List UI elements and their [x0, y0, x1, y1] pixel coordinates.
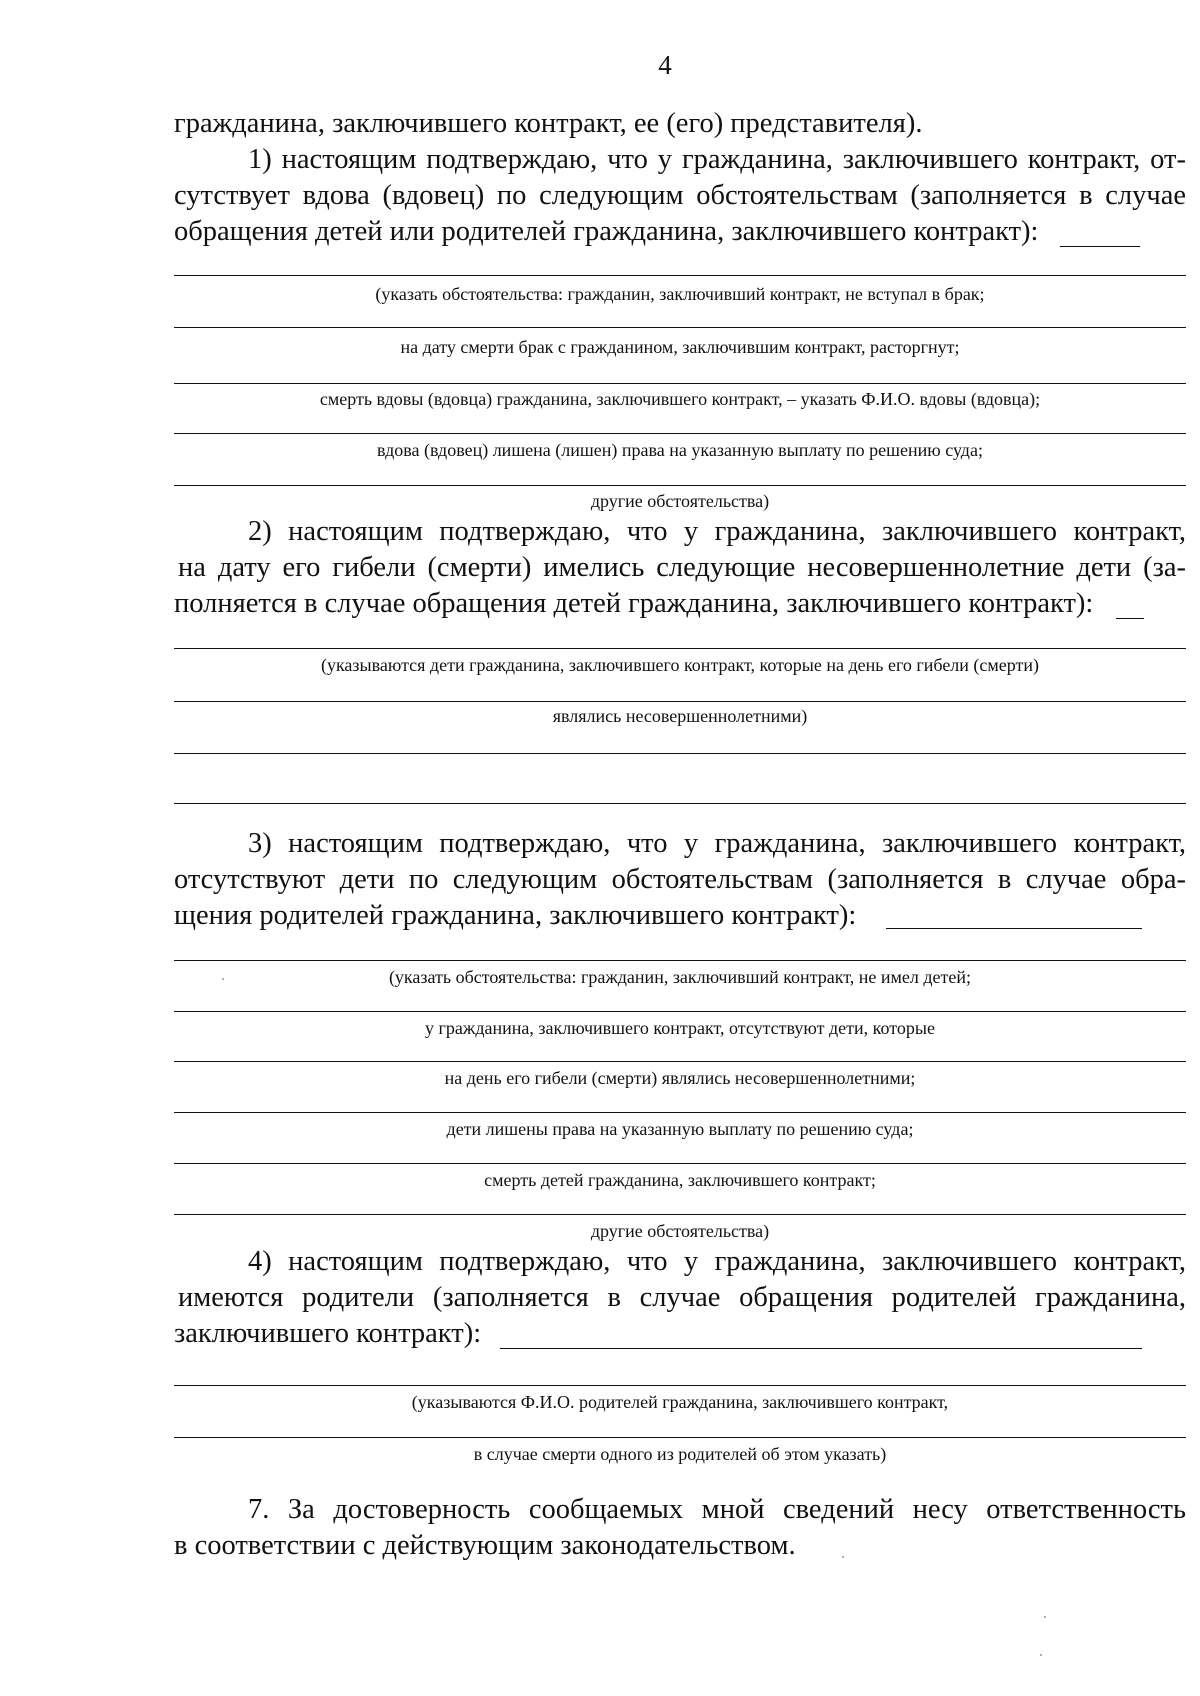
item3-line-3-text: щения родителей гражданина, заключившего контракт):: [174, 900, 857, 931]
scan-speck: [842, 1556, 844, 1558]
item1-hint-2: на дату смерти брак с гражданином, заключившим контракт, расторгнут;: [400, 337, 960, 357]
item1-line-3: [174, 214, 1186, 250]
item3-hint-1: (указать обстоятельства: гражданин, заключивший контракт, не имел детей;: [388, 967, 972, 987]
item2-line-2: на дату его гибели (смерти) имелись следующие несовершеннолетние дети (за-: [178, 552, 1186, 583]
item1-line-2: сутствует вдова (вдовец) по следующим обстоятельствам (заполняется в случае: [174, 180, 1186, 211]
fill-line[interactable]: [174, 485, 1186, 486]
item1-hint-5: другие обстоятельства): [590, 491, 770, 511]
item3-inline-blank[interactable]: [886, 906, 1142, 929]
fill-line[interactable]: [174, 701, 1186, 702]
item4-line-1: 4) настоящим подтверждаю, что у гражданина, заключившего контракт,: [248, 1246, 1186, 1277]
item4-line-3-text: заключившего контракт):: [174, 1318, 482, 1349]
fill-line[interactable]: [174, 1163, 1186, 1164]
item2-line-1: 2) настоящим подтверждаю, что у гражданина, заключившего контракт,: [248, 516, 1186, 547]
item2-hint-2: являлись несовершеннолетними): [552, 706, 808, 726]
item4-hint-2: в случае смерти одного из родителей об этом указать): [473, 1444, 887, 1464]
item2-line-3-text: полняется в случае обращения детей гражданина, заключившего контракт):: [174, 588, 1094, 619]
item3-line-1: 3) настоящим подтверждаю, что у гражданина, заключившего контракт,: [248, 828, 1186, 859]
item2-line-3: [174, 586, 1186, 622]
fill-line[interactable]: [174, 648, 1186, 649]
page-number: 4: [658, 50, 672, 80]
scan-speck: [1040, 1654, 1042, 1656]
item2-inline-blank[interactable]: [1116, 596, 1144, 619]
fill-line[interactable]: [174, 1437, 1186, 1438]
fill-line[interactable]: [174, 960, 1186, 961]
scan-speck: [1044, 1616, 1046, 1618]
item3-hint-3: на день его гибели (смерти) являлись несовершеннолетними;: [444, 1068, 916, 1088]
fill-line[interactable]: [174, 753, 1186, 754]
fill-line[interactable]: [174, 1214, 1186, 1215]
fill-line[interactable]: [174, 383, 1186, 384]
fill-line[interactable]: [174, 275, 1186, 276]
item1-line-3-text: обращения детей или родителей гражданина, заключившего контракт):: [174, 216, 1039, 247]
item1-hint-4: вдова (вдовец) лишена (лишен) права на указанную выплату по решению суда;: [377, 440, 983, 460]
item1-hint-3: смерть вдовы (вдовца) гражданина, заключившего контракт, – указать Ф.И.О. вдовы (вдовца);: [319, 389, 1041, 409]
item4-inline-blank[interactable]: [500, 1326, 1142, 1349]
item7-line-1: 7. За достоверность сообщаемых мной сведений несу ответственность: [248, 1494, 1186, 1525]
fill-line[interactable]: [174, 1385, 1186, 1386]
item1-line-1: 1) настоящим подтверждаю, что у гражданина, заключившего контракт, от-: [248, 144, 1186, 175]
fill-line[interactable]: [174, 327, 1186, 328]
item3-hint-2: у гражданина, заключившего контракт, отсутствуют дети, которые: [425, 1018, 935, 1038]
fill-line[interactable]: [174, 1061, 1186, 1062]
item3-line-2: отсутствуют дети по следующим обстоятельствам (заполняется в случае обра-: [174, 864, 1186, 895]
item4-line-2: имеются родители (заполняется в случае обращения родителей гражданина,: [178, 1282, 1186, 1313]
item1-inline-blank[interactable]: [1060, 224, 1140, 247]
item7-line-2: в соответствии с действующим законодательством.: [174, 1530, 796, 1561]
item1-hint-1: (указать обстоятельства: гражданин, заключивший контракт, не вступал в брак;: [375, 284, 985, 304]
item3-hint-5: смерть детей гражданина, заключившего контракт;: [484, 1170, 876, 1190]
fill-line[interactable]: [174, 433, 1186, 434]
item3-hint-6: другие обстоятельства): [590, 1221, 770, 1241]
scan-speck: [222, 978, 224, 980]
item4-hint-1: (указываются Ф.И.О. родителей гражданина, заключившего контракт,: [411, 1392, 949, 1412]
item3-hint-4: дети лишены права на указанную выплату по решению суда;: [446, 1119, 914, 1139]
fill-line[interactable]: [174, 1112, 1186, 1113]
item2-hint-1: (указываются дети гражданина, заключившего контракт, которые на день его гибели (смерти): [320, 655, 1040, 675]
fill-line[interactable]: [174, 803, 1186, 804]
continuation-line: гражданина, заключившего контракт, ее (его) представителя).: [174, 108, 923, 139]
fill-line[interactable]: [174, 1011, 1186, 1012]
